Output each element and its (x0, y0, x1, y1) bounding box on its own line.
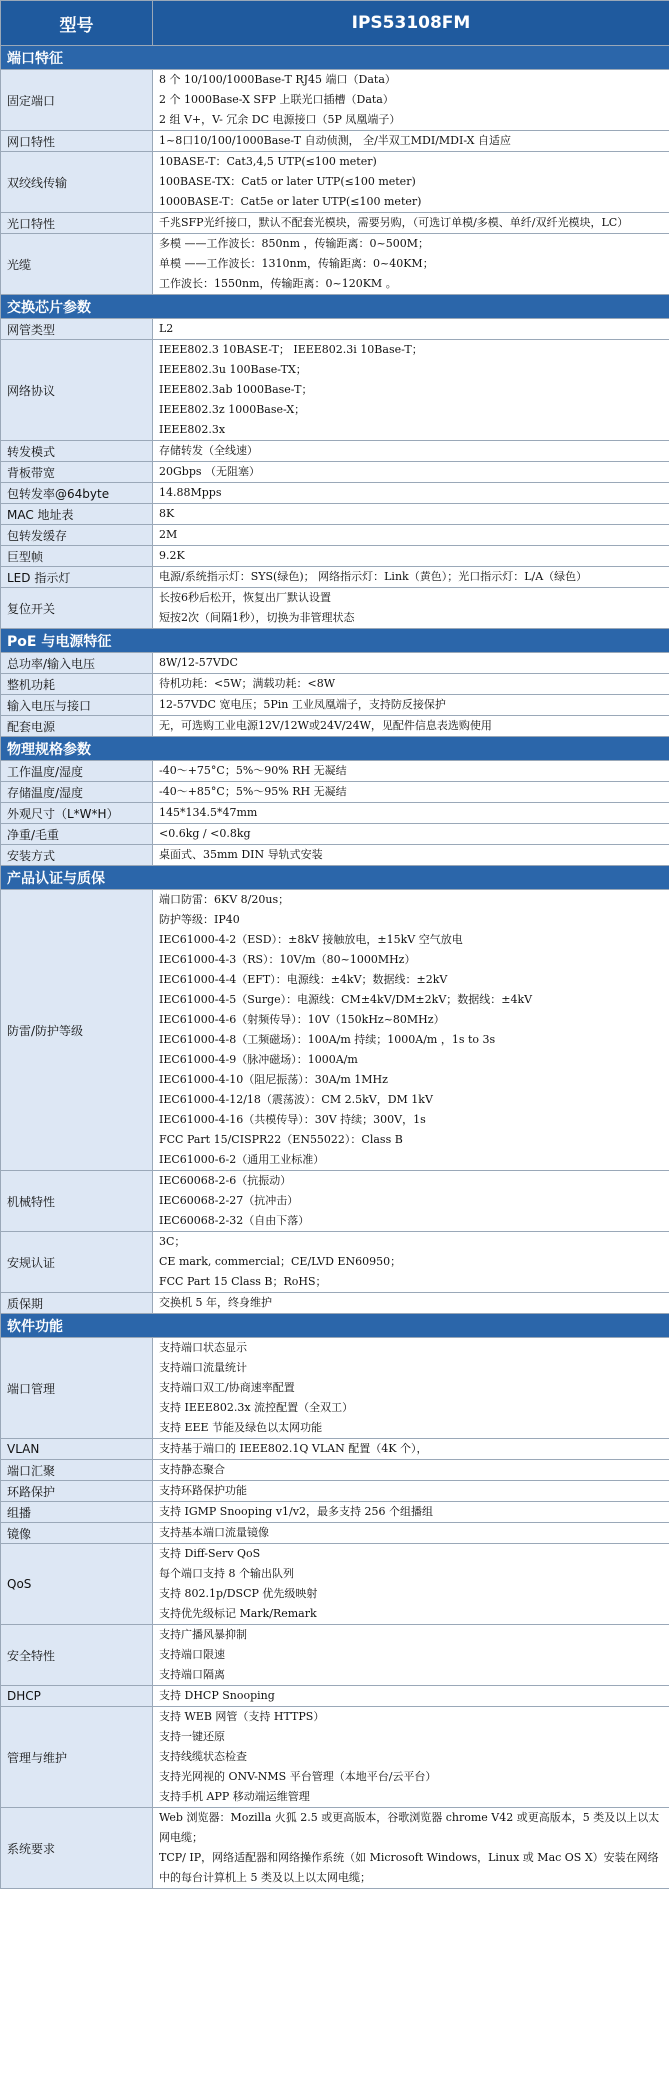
spec-value-line: 支持端口流量统计 (159, 1361, 247, 1374)
spec-value (153, 1544, 669, 1625)
spec-row (1, 1686, 669, 1707)
spec-value (153, 567, 669, 588)
spec-value-line: 10BASE-T：Cat3,4,5 UTP(≤100 meter) (159, 155, 377, 168)
section-header (1, 46, 669, 70)
section-header (1, 737, 669, 761)
spec-label: VLAN (1, 1439, 153, 1460)
spec-value (153, 803, 669, 824)
spec-value-line: FCC Part 15/CISPR22（EN55022）：Class B (159, 1133, 403, 1146)
spec-value-line: 8K (159, 507, 175, 520)
spec-value-line: IEEE802.3ab 1000Base-T； (159, 383, 313, 396)
spec-value-line: <0.6kg / <0.8kg (159, 827, 251, 840)
spec-row (1, 588, 669, 629)
spec-value-line: IEC61000-4-10（阻尼振荡）：30A/m 1MHz (159, 1073, 388, 1086)
spec-value-line: 工作波长：1550nm，传输距离：0~120KM 。 (159, 277, 397, 290)
spec-value-line: 支持手机 APP 移动端运维管理 (159, 1790, 310, 1803)
spec-row (1, 845, 669, 866)
spec-value-line: IEC61000-4-6（射频传导）：10V（150kHz~80MHz） (159, 1013, 445, 1026)
section-title: 产品认证与质保 (1, 866, 669, 890)
spec-label: 存储温度/湿度 (1, 782, 153, 803)
spec-value-line: IEC61000-4-8（工频磁场）：100A/m 持续；1000A/m ，1s to 3s (159, 1033, 496, 1046)
spec-row (1, 890, 669, 1171)
spec-label: 工作温度/湿度 (1, 761, 153, 782)
spec-row (1, 674, 669, 695)
spec-value-line: L2 (159, 322, 174, 335)
section-title: 交换芯片参数 (1, 295, 669, 319)
spec-row (1, 1171, 669, 1232)
spec-value-line: IEC60068-2-32（自由下落） (159, 1214, 310, 1227)
spec-value (153, 1460, 669, 1481)
spec-value-line: 短按2次（间隔1秒），切换为非管理状态 (159, 611, 355, 624)
spec-value-line: 支持静态聚合 (159, 1463, 225, 1476)
spec-row (1, 1439, 669, 1460)
spec-label: 机械特性 (1, 1171, 153, 1232)
spec-label: 巨型帧 (1, 546, 153, 567)
spec-value (153, 1232, 669, 1293)
spec-row (1, 653, 669, 674)
spec-row (1, 716, 669, 737)
spec-value-line: 支持 IEEE802.3x 流控配置（全双工） (159, 1401, 354, 1414)
spec-value-line: 2 个 1000Base-X SFP 上联光口插槽（Data） (159, 93, 394, 106)
spec-value (153, 716, 669, 737)
spec-label: 包转发缓存 (1, 525, 153, 546)
spec-value-line: 支持 DHCP Snooping (159, 1689, 275, 1702)
spec-value-line: IEEE802.3u 100Base-TX； (159, 363, 307, 376)
spec-value (153, 462, 669, 483)
spec-row (1, 319, 669, 340)
spec-label: 转发模式 (1, 441, 153, 462)
spec-value-line: 待机功耗：<5W；满载功耗：<8W (159, 677, 336, 690)
spec-value-line: 支持基于端口的 IEEE802.1Q VLAN 配置（4K 个）， (159, 1442, 428, 1455)
spec-label: 网络协议 (1, 340, 153, 441)
spec-row (1, 462, 669, 483)
spec-label: 安装方式 (1, 845, 153, 866)
spec-value (153, 1625, 669, 1686)
spec-value-line: 电源/系统指示灯：SYS(绿色)； 网络指示灯：Link（黄色）；光口指示灯：L/A（绿色） (159, 570, 588, 583)
spec-value-line: FCC Part 15 Class B；RoHS； (159, 1275, 327, 1288)
spec-value-line: IEC60068-2-6（抗振动） (159, 1174, 292, 1187)
spec-value-line: 8W/12-57VDC (159, 656, 238, 669)
spec-label: LED 指示灯 (1, 567, 153, 588)
spec-value-line: 2M (159, 528, 178, 541)
spec-row (1, 234, 669, 295)
spec-row (1, 546, 669, 567)
spec-value (153, 890, 669, 1171)
spec-value-line: IEEE802.3 10BASE-T； IEEE802.3i 10Base-T； (159, 343, 423, 356)
spec-value-line: 无，可选购工业电源12V/12W或24V/24W，见配件信息表选购使用 (159, 719, 492, 732)
spec-label: 光缆 (1, 234, 153, 295)
spec-value-line: 支持端口隔离 (159, 1668, 225, 1681)
spec-value-line: 单模 ——工作波长：1310nm，传输距离：0~40KM； (159, 257, 434, 270)
spec-label: 质保期 (1, 1293, 153, 1314)
spec-value-line: 2 组 V+，V- 冗余 DC 电源接口（5P 凤凰端子） (159, 113, 401, 126)
spec-label: 光口特性 (1, 213, 153, 234)
spec-row (1, 131, 669, 152)
spec-row (1, 213, 669, 234)
spec-label: 配套电源 (1, 716, 153, 737)
spec-label: 背板带宽 (1, 462, 153, 483)
spec-label: 网管类型 (1, 319, 153, 340)
spec-value-line: 20Gbps （无阻塞） (159, 465, 261, 478)
spec-value-line: IEC61000-4-12/18（震荡波）：CM 2.5kV，DM 1kV (159, 1093, 433, 1106)
spec-row (1, 782, 669, 803)
spec-value (153, 695, 669, 716)
section-title: 软件功能 (1, 1314, 669, 1338)
spec-value (153, 152, 669, 213)
spec-row (1, 152, 669, 213)
spec-value-line: IEC61000-4-3（RS）：10V/m（80~1000MHz） (159, 953, 416, 966)
spec-value-line: IEEE802.3x (159, 423, 226, 436)
spec-row (1, 803, 669, 824)
spec-label: 固定端口 (1, 70, 153, 131)
spec-value-line: TCP/ IP，网络适配器和网络操作系统（如 Microsoft Windows，Linux 或 Mac OS X）安装在网络中的每台计算机上 5 类及以上以太网电缆； (159, 1851, 659, 1884)
spec-row (1, 1808, 669, 1889)
spec-value-line: 9.2K (159, 549, 185, 562)
spec-value (153, 674, 669, 695)
spec-label: 包转发率@64byte (1, 483, 153, 504)
spec-row (1, 1481, 669, 1502)
spec-row (1, 1625, 669, 1686)
spec-label: MAC 地址表 (1, 504, 153, 525)
spec-row (1, 441, 669, 462)
spec-value (153, 234, 669, 295)
spec-value-line: IEC61000-4-2（ESD）：±8kV 接触放电，±15kV 空气放电 (159, 933, 463, 946)
spec-value-line: 防护等级：IP40 (159, 913, 240, 926)
spec-value-line: 支持优先级标记 Mark/Remark (159, 1607, 317, 1620)
spec-value (153, 1293, 669, 1314)
spec-value-line: IEC61000-4-4（EFT）：电源线：±4kV；数据线：±2kV (159, 973, 448, 986)
spec-value-line: 端口防雷：6KV 8/20us； (159, 893, 290, 906)
spec-label: 网口特性 (1, 131, 153, 152)
spec-value-line: 长按6秒后松开，恢复出厂默认设置 (159, 591, 331, 604)
spec-value-line: CE mark, commercial；CE/LVD EN60950； (159, 1255, 402, 1268)
spec-value-line: -40～+75°C；5%～90% RH 无凝结 (159, 764, 347, 777)
spec-row (1, 70, 669, 131)
spec-row (1, 1293, 669, 1314)
spec-value (153, 1707, 669, 1808)
spec-value-line: 支持端口状态显示 (159, 1341, 247, 1354)
spec-value (153, 1808, 669, 1889)
spec-value-line: IEC61000-6-2（通用工业标准） (159, 1153, 325, 1166)
spec-row (1, 525, 669, 546)
spec-value (153, 1338, 669, 1439)
spec-value-line: 14.88Mpps (159, 486, 222, 499)
spec-value (153, 213, 669, 234)
spec-row (1, 483, 669, 504)
spec-row (1, 1707, 669, 1808)
spec-value-line: 桌面式、35mm DIN 导轨式安装 (159, 848, 323, 861)
section-header (1, 629, 669, 653)
spec-row (1, 504, 669, 525)
spec-label: 双绞线传输 (1, 152, 153, 213)
spec-value-line: 支持广播风暴抑制 (159, 1628, 247, 1641)
spec-value (153, 504, 669, 525)
spec-value (153, 525, 669, 546)
spec-value-line: 每个端口支持 8 个输出队列 (159, 1567, 294, 1580)
spec-value (153, 546, 669, 567)
spec-row (1, 1338, 669, 1439)
spec-value-line: IEEE802.3z 1000Base-X； (159, 403, 306, 416)
spec-row (1, 695, 669, 716)
spec-label: 总功率/输入电压 (1, 653, 153, 674)
spec-label: 端口汇聚 (1, 1460, 153, 1481)
spec-value-line: 支持一键还原 (159, 1730, 225, 1743)
spec-value (153, 653, 669, 674)
spec-row (1, 1523, 669, 1544)
spec-label: 防雷/防护等级 (1, 890, 153, 1171)
spec-value (153, 824, 669, 845)
spec-value-line: -40～+85°C；5%～95% RH 无凝结 (159, 785, 347, 798)
spec-value-line: 支持端口双工/协商速率配置 (159, 1381, 295, 1394)
spec-value-line: 1~8口10/100/1000Base-T 自动侦测， 全/半双工MDI/MDI-X 自适应 (159, 134, 511, 147)
spec-value-line: 支持 802.1p/DSCP 优先级映射 (159, 1587, 318, 1600)
spec-row (1, 340, 669, 441)
spec-value-line: 支持 WEB 网管（支持 HTTPS） (159, 1710, 325, 1723)
spec-value (153, 1439, 669, 1460)
spec-value (153, 340, 669, 441)
spec-label: 净重/毛重 (1, 824, 153, 845)
spec-value (153, 131, 669, 152)
spec-value (153, 1502, 669, 1523)
spec-value-line: Web 浏览器：Mozilla 火狐 2.5 或更高版本，谷歌浏览器 chrome V42 或更高版本，5 类及以上以太网电缆； (159, 1811, 660, 1844)
model-value: IPS53108FM (153, 1, 669, 46)
spec-label: 管理与维护 (1, 1707, 153, 1808)
spec-value-line: 支持 IGMP Snooping v1/v2，最多支持 256 个组播组 (159, 1505, 433, 1518)
spec-value (153, 761, 669, 782)
spec-value-line: IEC61000-4-16（共模传导）：30V 持续；300V，1s (159, 1113, 426, 1126)
header-row (1, 1, 669, 46)
spec-value-line: 1000BASE-T：Cat5e or later UTP(≤100 meter) (159, 195, 422, 208)
spec-value-line: 3C； (159, 1235, 186, 1248)
spec-value-line: 8 个 10/100/1000Base-T RJ45 端口（Data） (159, 73, 396, 86)
spec-value-line: 支持端口限速 (159, 1648, 225, 1661)
spec-label: 环路保护 (1, 1481, 153, 1502)
spec-label: 端口管理 (1, 1338, 153, 1439)
spec-value (153, 70, 669, 131)
spec-row (1, 1502, 669, 1523)
spec-value (153, 1481, 669, 1502)
spec-label: 复位开关 (1, 588, 153, 629)
section-header (1, 295, 669, 319)
spec-table-body (1, 1, 669, 1889)
section-title: 端口特征 (1, 46, 669, 70)
spec-label: QoS (1, 1544, 153, 1625)
spec-value-line: IEC61000-4-5（Surge）：电源线：CM±4kV/DM±2kV；数据线：±4kV (159, 993, 533, 1006)
spec-label: 系统要求 (1, 1808, 153, 1889)
spec-value (153, 782, 669, 803)
spec-value-line: 12-57VDC 宽电压；5Pin 工业凤凰端子，支持防反接保护 (159, 698, 446, 711)
spec-row (1, 1460, 669, 1481)
section-header (1, 1314, 669, 1338)
spec-row (1, 567, 669, 588)
spec-value-line: 支持线缆状态检查 (159, 1750, 247, 1763)
spec-value-line: 千兆SFP光纤接口，默认不配套光模块，需要另购，（可选订单模/多模、单纤/双纤光模块，LC） (159, 216, 629, 229)
spec-row (1, 1544, 669, 1625)
spec-value-line: 支持光网视的 ONV-NMS 平台管理（本地平台/云平台） (159, 1770, 437, 1783)
spec-value-line: 多模 ——工作波长：850nm ，传输距离：0~500M； (159, 237, 429, 250)
section-header (1, 866, 669, 890)
spec-label: 安规认证 (1, 1232, 153, 1293)
spec-label: 镜像 (1, 1523, 153, 1544)
spec-label: 安全特性 (1, 1625, 153, 1686)
spec-label: 外观尺寸（L*W*H） (1, 803, 153, 824)
spec-value (153, 1686, 669, 1707)
spec-row (1, 1232, 669, 1293)
spec-value (153, 319, 669, 340)
section-title: 物理规格参数 (1, 737, 669, 761)
spec-value-line: IEC60068-2-27（抗冲击） (159, 1194, 299, 1207)
spec-value (153, 1171, 669, 1232)
spec-value (153, 1523, 669, 1544)
spec-label: 整机功耗 (1, 674, 153, 695)
spec-value-line: 支持环路保护功能 (159, 1484, 247, 1497)
spec-label: 输入电压与接口 (1, 695, 153, 716)
spec-row (1, 761, 669, 782)
model-label: 型号 (1, 1, 153, 46)
spec-value-line: 支持基本端口流量镜像 (159, 1526, 269, 1539)
spec-row (1, 824, 669, 845)
spec-value (153, 588, 669, 629)
spec-value-line: 存储转发（全线速） (159, 444, 258, 457)
spec-value-line: IEC61000-4-9（脉冲磁场）：1000A/m (159, 1053, 358, 1066)
spec-value-line: 100BASE-TX：Cat5 or later UTP(≤100 meter) (159, 175, 416, 188)
spec-label: DHCP (1, 1686, 153, 1707)
spec-value-line: 145*134.5*47mm (159, 806, 258, 819)
section-title: PoE 与电源特征 (1, 629, 669, 653)
spec-value-line: 支持 Diff-Serv QoS (159, 1547, 261, 1560)
spec-value (153, 845, 669, 866)
spec-value-line: 交换机 5 年，终身维护 (159, 1296, 272, 1309)
spec-value-line: 支持 EEE 节能及绿色以太网功能 (159, 1421, 323, 1434)
spec-label: 组播 (1, 1502, 153, 1523)
spec-value (153, 441, 669, 462)
spec-value (153, 483, 669, 504)
